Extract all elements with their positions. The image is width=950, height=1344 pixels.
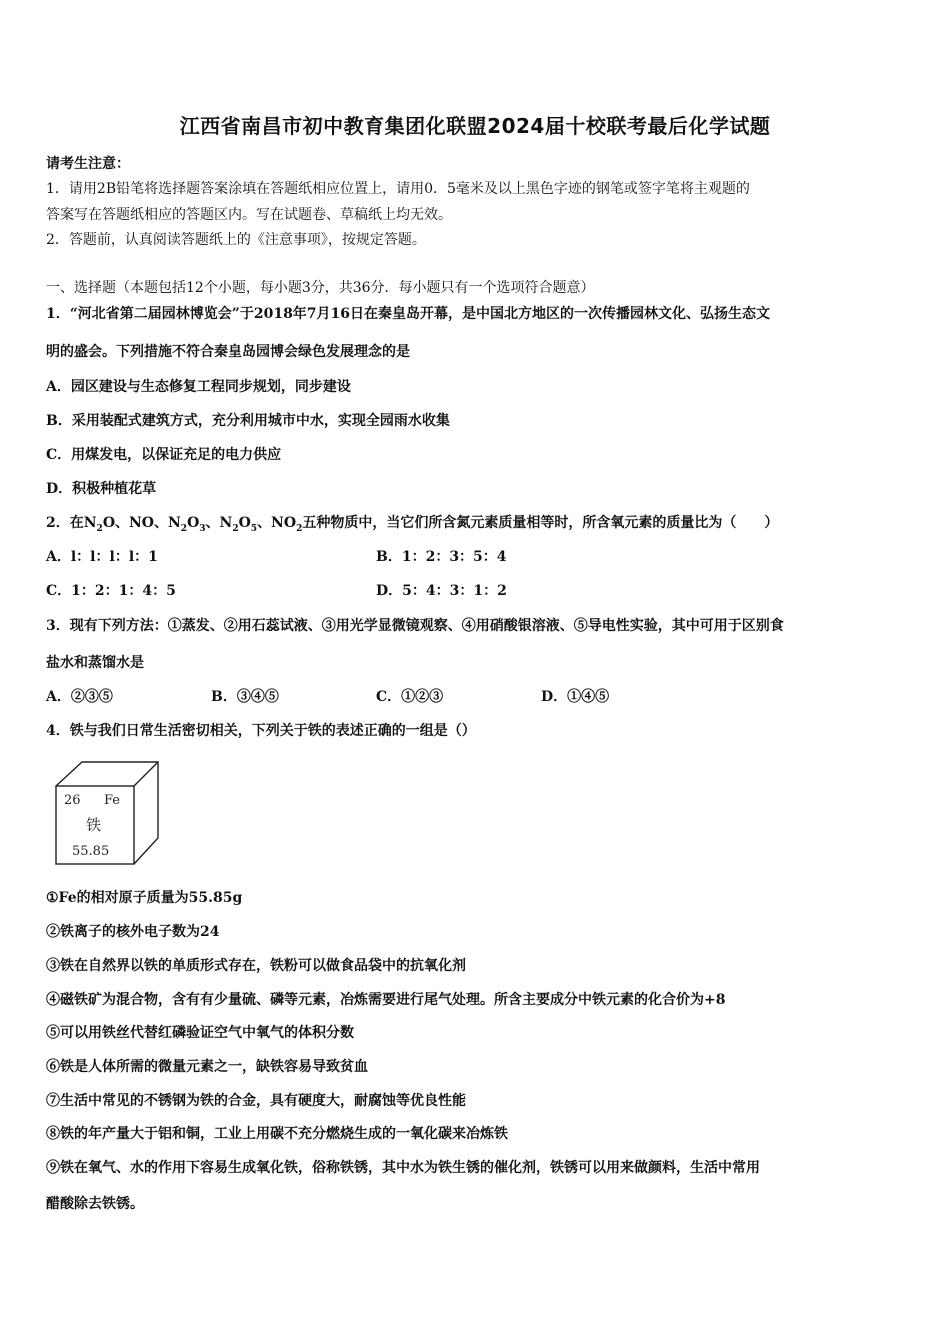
q4-statement-2: ②铁离子的核外电子数为24 <box>46 924 220 940</box>
section-heading: 一、选择题（本题包括12个小题，每小题3分，共36分．每小题只有一个选项符合题意） <box>46 280 595 296</box>
q2-option-c: C．1：2：1：4：5 <box>46 583 176 599</box>
page-title: 江西省南昌市初中教育集团化联盟2024届十校联考最后化学试题 <box>179 114 771 138</box>
q3-option-d: D．①④⑤ <box>541 689 610 705</box>
q2-option-b: B．1：2：3：5：4 <box>376 549 507 565</box>
q1-option-c: C．用煤发电，以保证充足的电力供应 <box>46 447 282 463</box>
q3-option-b: B．③④⑤ <box>211 689 279 705</box>
q4-statement-5: ⑤可以用铁丝代替红磷验证空气中氧气的体积分数 <box>46 1025 354 1041</box>
notice-heading: 请考生注意： <box>46 156 130 172</box>
notice-item: 2．答题前，认真阅读答题纸上的《注意事项》，按规定答题。 <box>46 232 426 248</box>
question-1-stem: 1．“河北省第二届园林博览会”于2018年7月16日在秦皇岛开幕，是中国北方地区的一次传播园林文化、弘扬生态文 <box>46 306 771 322</box>
q4-statement-4: ④磁铁矿为混合物，含有有少量硫、磷等元素，冶炼需要进行尾气处理。所含主要成分中铁元素的化合价为+8 <box>46 992 726 1008</box>
q4-statement-9: ⑨铁在氧气、水的作用下容易生成氧化铁，俗称铁锈，其中水为铁生锈的催化剂，铁锈可以用来做颜料，生活中常用 <box>46 1160 760 1176</box>
q1-option-d: D．积极种植花草 <box>46 481 157 497</box>
notice-item: 答案写在答题纸相应的答题区内。写在试题卷、草稿纸上均无效。 <box>46 207 452 223</box>
q1-option-a: A．园区建设与生态修复工程同步规划，同步建设 <box>46 379 351 395</box>
iron-element-cube <box>54 760 160 866</box>
q2-option-a: A．l：l：l：l：1 <box>46 549 158 565</box>
q4-statement-8: ⑧铁的年产量大于铝和铜，工业上用碳不充分燃烧生成的一氧化碳来冶炼铁 <box>46 1126 508 1142</box>
atomic-number: 26 <box>64 793 81 808</box>
question-3-stem-cont: 盐水和蒸馏水是 <box>46 655 144 671</box>
q1-option-b: B．采用装配式建筑方式，充分利用城市中水，实现全园雨水收集 <box>46 413 450 429</box>
question-4-stem: 4．铁与我们日常生活密切相关，下列关于铁的表述正确的一组是（） <box>46 723 476 739</box>
q3-option-c: C．①②③ <box>376 689 444 705</box>
question-1-stem-cont: 明的盛会。下列措施不符合秦皇岛园博会绿色发展理念的是 <box>46 344 410 360</box>
q4-statement-7: ⑦生活中常见的不锈钢为铁的合金，具有硬度大，耐腐蚀等优良性能 <box>46 1093 466 1109</box>
notice-item: 1．请用2B铅笔将选择题答案涂填在答题纸相应位置上，请用0．5毫米及以上黑色字迹的钢笔或签字笔将主观题的 <box>46 181 750 197</box>
element-symbol: Fe <box>104 793 121 808</box>
element-name: 铁 <box>86 816 102 834</box>
atomic-mass: 55.85 <box>72 844 110 859</box>
q4-statement-6: ⑥铁是人体所需的微量元素之一，缺铁容易导致贫血 <box>46 1059 368 1075</box>
q3-option-a: A．②③⑤ <box>46 689 113 705</box>
q4-statement-1: ①Fe的相对原子质量为55.85g <box>46 890 243 906</box>
q4-statement-9-cont: 醋酸除去铁锈。 <box>46 1196 144 1212</box>
q2-option-d: D．5：4：3：1：2 <box>376 583 507 599</box>
question-3-stem: 3．现有下列方法：①蒸发、②用石蕊试液、③用光学显微镜观察、④用硝酸银溶液、⑤导电性实验，其中可用于区别食 <box>46 618 784 634</box>
q4-statement-3: ③铁在自然界以铁的单质形式存在，铁粉可以做食品袋中的抗氧化剂 <box>46 958 466 974</box>
question-2-stem: 2．在$N_2O$、NO、$N_2O_3$、$N_2O_5$、$NO_2$五种物质中，当它们所含氮元素质量相等时，所含氧元素的质量比为（ ） <box>46 515 779 534</box>
